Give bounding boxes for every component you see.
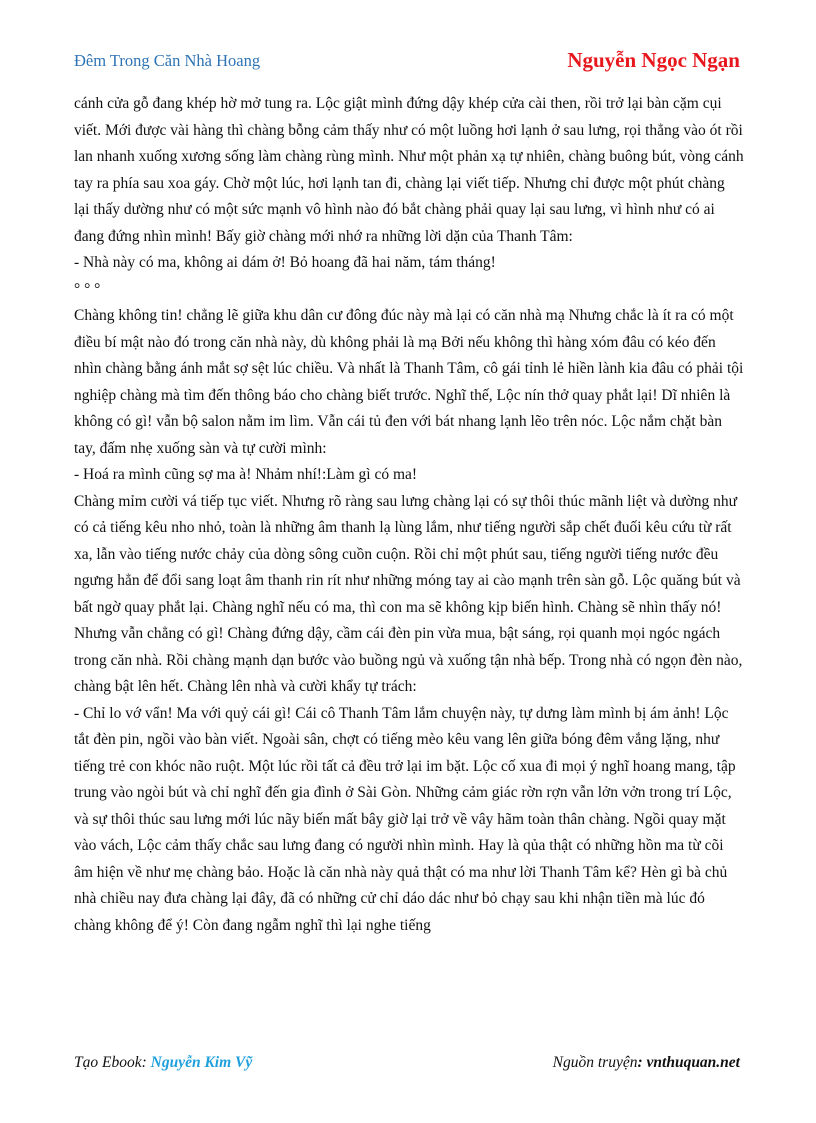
source-separator: : xyxy=(637,1054,647,1071)
section-divider: ° ° ° xyxy=(74,280,101,298)
footer-ebook-credit xyxy=(74,1054,252,1072)
paragraph: - Chỉ lo vớ vẩn! Ma với quỷ cái gì! Cái cô Thanh Tâm lắm chuyện này, tự dưng làm mình bị ám ảnh! Lộc tắt đèn pin, ngồi vào bàn viết. Ngoài sân, chợt có tiếng mèo kêu vang lên giữa bóng đêm vắng lặng, như tiếng trẻ con khóc não ruột. Một lúc rồi tất cả đều trở lại im bặt. Lộc cố xua đi mọi ý nghĩ hoang mang, tập trung vào ngòi bút và chỉ nghĩ đến gia đình ở Sài Gòn. Những cảm giác rờn rợn vẫn lởn vởn trong trí Lộc, và sự thôi thúc sau lưng mới lúc nãy biến mất bây giờ lại trở về vây hãm toàn thân chàng. Ngồi quay mặt vào vách, Lộc cảm thấy chắc sau lưng đang có người nhìn mình. Hay là qủa thật có những hồn ma từ cõi âm hiện về như mẹ chàng bảo. Hoặc là căn nhà này quả thật có ma như lời Thanh Tâm kể? Hèn gì bà chủ nhà chiều nay đưa chàng lại đây, đã có những cử chỉ dáo dác như bỏ chạy sau khi nhận tiền mà lúc đó chàng không để ý! Còn đang ngẫm nghĩ thì lại nghe tiếng xyxy=(74,704,736,934)
source-label: Nguồn truyện xyxy=(552,1054,638,1071)
paragraph: Chàng mỉm cười vá tiếp tục viết. Nhưng rõ ràng sau lưng chàng lại có sự thôi thúc mãnh liệt và dường như có cả tiếng kêu nho nhỏ, toàn là những âm thanh lạ lùng lắm, như tiếng người sắp chết đuối kêu cứu từ rất xa, lẫn vào tiếng nước chảy của dòng sông cuồn cuộn. Rồi chỉ một phút sau, tiếng người tiếng nước đều ngưng hẳn để đổi sang loạt âm thanh rin rít như những móng tay ai cào mạnh trên sàn gỗ. Lộc quăng bút và bất ngờ quay phắt lại. Chàng nghĩ nếu có ma, thì con ma sẽ không kịp biến hình. Chàng sẽ nhìn thấy nó! Nhưng vẫn chẳng có gì! Chàng đứng dậy, cầm cái đèn pin vừa mua, bật sáng, rọi quanh mọi ngóc ngách trong căn nhà. Rồi chàng mạnh dạn bước vào buồng ngủ và xuống tận nhà bếp. Trong nhà có ngọn đèn nào, chàng bật lên hết. Chàng lên nhà và cười khẩy tự trách: xyxy=(74,492,743,695)
paragraph: cánh cửa gỗ đang khép hờ mở tung ra. Lộc giật mình đứng dậy khép cửa cài then, rồi trở lại bàn cặm cụi viết. Mới được vài hàng thì chàng bỗng cảm thấy như có một luồng hơi lạnh ở sau lưng, rọi thẳng vào ót rồi lan nhanh xuống xương sống làm chàng rùng mình. Như một phản xạ tự nhiên, chàng buông bút, vòng cánh tay ra phía sau xoa gáy. Chờ một lúc, hơi lạnh tan đi, chàng lại viết tiếp. Nhưng chỉ được một phút chàng lại thấy dường như có một sức mạnh vô hình nào đó bắt chàng phải quay lại sau lưng, vì hình như có ai đang đứng nhìn mình! Bấy giờ chàng mới nhớ ra những lời dặn của Thanh Tâm: xyxy=(74,95,744,245)
ebook-creator-name: Nguyễn Kim Vỹ xyxy=(150,1054,253,1071)
paragraph: - Nhà này có ma, không ai dám ở! Bỏ hoang đã hai năm, tám tháng! xyxy=(74,254,496,271)
ebook-separator: : xyxy=(141,1054,151,1071)
footer-source-credit xyxy=(553,1054,740,1072)
page-body xyxy=(74,91,744,939)
ebook-label: Tạo Ebook xyxy=(74,1054,142,1071)
book-title: Đêm Trong Căn Nhà Hoang xyxy=(74,51,261,70)
author-name: Nguyễn Ngọc Ngạn xyxy=(567,48,740,72)
paragraph: - Hoá ra mình cũng sợ ma à! Nhảm nhí!:Làm gì có ma! xyxy=(74,466,418,483)
source-site-link[interactable]: vnthuquan.net xyxy=(646,1054,740,1071)
paragraph: Chàng không tin! chẳng lẽ giữa khu dân cư đông đúc này mà lại có căn nhà mạ Nhưng chắc là ít ra có một điều bí mật nào đó trong căn nhà này, dù không phải là mạ Bởi nếu không thì hàng xóm đâu có kéo đến nhìn chàng bằng ánh mắt sợ sệt lúc chiều. Và nhất là Thanh Tâm, cô gái tỉnh lẻ hiền lành kia đâu có phải tội nghiệp chàng mà tìm đến thông báo cho chàng biết trước. Nghĩ thế, Lộc nín thở quay phắt lại! Dĩ nhiên là không có gì! vẫn bộ salon nằm im lìm. Vẫn cái tủ đen với bát nhang lạnh lẽo trên nóc. Lộc nắm chặt bàn tay, đấm nhẹ xuống sàn và tự cười mình: xyxy=(74,307,744,457)
